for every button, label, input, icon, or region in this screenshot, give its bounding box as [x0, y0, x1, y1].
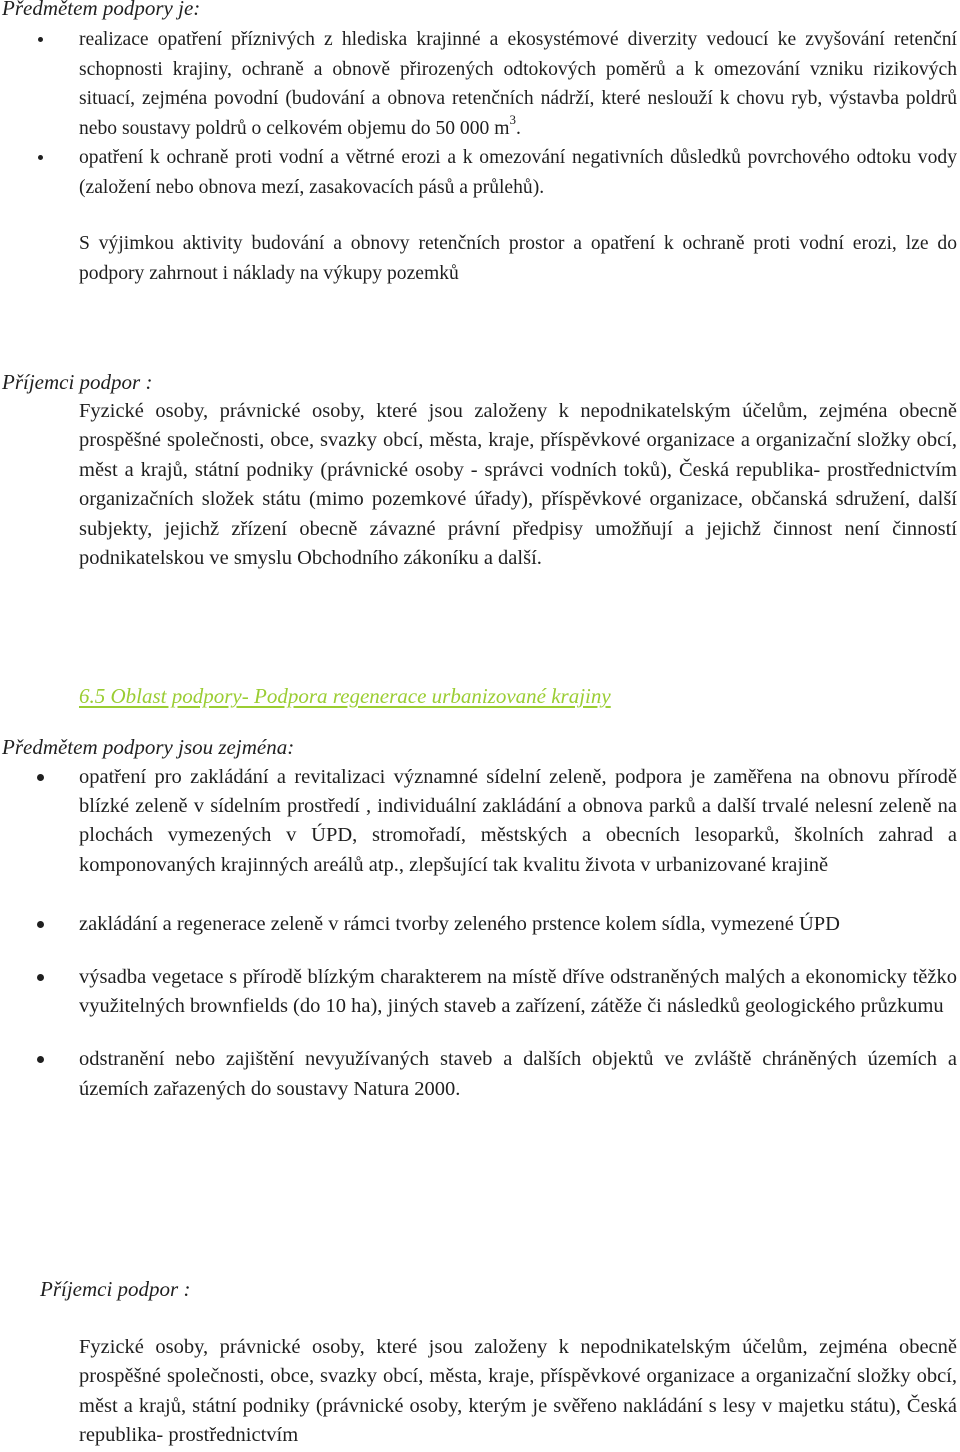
section-heading-subject: Předmětem podpory jsou zejména: — [2, 735, 295, 759]
recipients-text: Fyzické osoby, právnické osoby, které jsou založeny k nepodnikatelským účelům, zejména obecně prospěšné společnosti, obce, svazky obcí, města, kraje, příspěvkové organizace a organizační složky obcí, měst a krajů, státní podniky (právnické osoby - správci vodních toků), Česká republika- prostřednictvím organizačních složek státu (mimo pozemkové úřady), příspěvkové organizace, občanská sdružení, další subjekty, jejichž zřízení obecně závazné právní předpisy umožňují a jejichž činnost není činností podnikatelskou ve smyslu Obchodního zákoníku a další. — [79, 400, 957, 570]
list-item — [0, 910, 957, 939]
list-item-text: výsadba vegetace s přírodě blízkým charakterem na místě dříve odstraněných malých a ekonomicky těžko využitelných brownfields (do 10 ha), jiných staveb a zařízení, zátěže či následků geologického průzkumu — [79, 966, 957, 1018]
list-item-text: zakládání a regenerace zeleně v rámci tvorby zeleného prstence kolem sídla, vymezené ÚPD — [79, 912, 840, 935]
list-item — [0, 763, 957, 880]
section-title: 6.5 Oblast podpory- Podpora regenerace urbanizované krajiny — [79, 684, 611, 708]
section-heading-recipients: Příjemci podpor : — [40, 1277, 191, 1301]
list-item-text: opatření k ochraně proti vodní a větrné erozi a k omezování negativních důsledků povrchového odtoku vody (založení nebo obnova mezí, zasakovacích pásů a průlehů). — [79, 147, 957, 198]
list-item-text: realizace opatření příznivých z hlediska krajinné a ekosystémové diverzity vedoucí ke zvyšování retenční schopnosti krajiny, ochraně a obnově přirozených odtokových poměrů a k omezování vzniku rizikových situací, zejména povodní (budování a obnova retenčních nádrží, které neslouží k chovu ryb, výstavba poldrů nebo soustavy poldrů o celkovém objemu do 50 000 $m^3$. — [79, 29, 957, 139]
list-item-text: odstranění nebo zajištění nevyužívaných staveb a dalších objektů ve zvláště chráněných územích a územích zařazených do soustavy Natura 2000. — [79, 1048, 957, 1100]
bullet-icon — [37, 1056, 44, 1063]
exception-note: S výjimkou aktivity budování a obnovy retenčních prostor a opatření k ochraně proti vodní erozi, lze do podpory zahrnout i náklady na výkupy pozemků — [79, 233, 957, 284]
subject-bullet-list — [0, 763, 957, 1104]
bullet-icon — [38, 37, 43, 42]
bullet-icon — [37, 921, 44, 928]
list-item — [0, 1045, 957, 1103]
section-heading-subject: Předmětem podpory je: — [2, 0, 201, 20]
list-item — [0, 143, 957, 202]
list-item — [0, 25, 957, 143]
superscript: 3 — [509, 112, 516, 128]
bullet-icon — [37, 774, 44, 781]
bullet-icon — [38, 155, 43, 160]
recipients-text: Fyzické osoby, právnické osoby, které jsou založeny k nepodnikatelským účelům, zejména obecně prospěšné společnosti, obce, svazky obcí, města, kraje, příspěvkové organizace a organizační složky obcí, měst a krajů, státní podniky (právnické osoby, kterým je svěřeno nakládání s lesy v majetku státu), Česká republika- prostřednictvím — [79, 1336, 957, 1447]
list-item — [0, 963, 957, 1021]
list-item-text: opatření pro zakládání a revitalizaci významné sídelní zeleně, podpora je zaměřena na obnovu přírodě blízké zeleně v sídelním prostředí , individuální zakládání a obnova parků a další trvalé nelesní zeleně na plochách vymezených v ÚPD, stromořadí, městských a obecních lesoparků, školních zahrad a komponovaných krajinných areálů atp., zlepšující tak kvalitu života v urbanizované krajině — [79, 766, 957, 876]
bullet-icon — [37, 974, 44, 981]
subject-bullet-list — [0, 25, 957, 203]
section-heading-recipients: Příjemci podpor : — [2, 370, 153, 394]
